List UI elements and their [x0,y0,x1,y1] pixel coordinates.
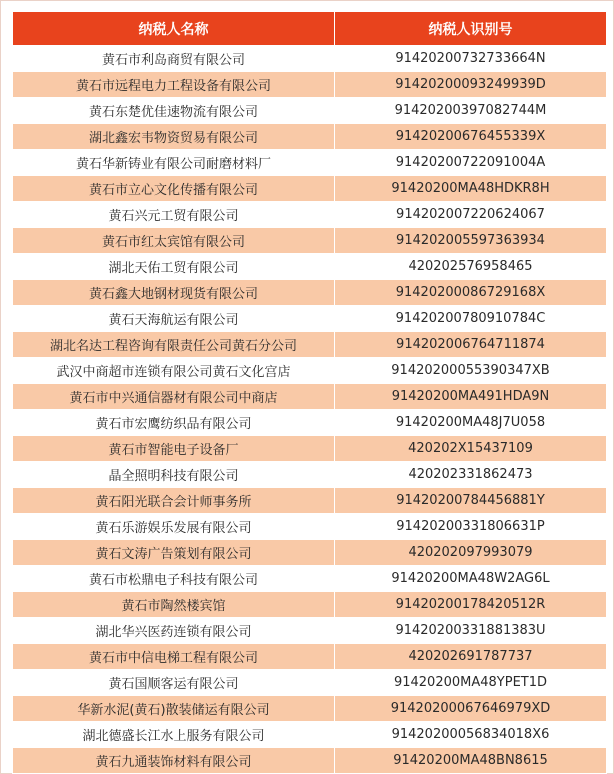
taxpayer-id-cell: 91420200MA48HDKR8H [335,176,607,202]
taxpayer-name-cell: 湖北德盛长江水上服务有限公司 [13,722,335,748]
taxpayer-id-cell: 91420200MA48W2AG6L [335,566,607,592]
table-row [13,618,607,644]
table-row [13,722,607,748]
taxpayer-name-cell: 黄石市宏鹰纺织品有限公司 [13,410,335,436]
table-row [13,280,607,306]
taxpayer-name-cell: 黄石九通装饰材料有限公司 [13,748,335,774]
table-row [13,46,607,72]
taxpayer-name-cell: 华新水泥(黄石)散装储运有限公司 [13,696,335,722]
table-row [13,306,607,332]
table-row [13,592,607,618]
taxpayer-id-cell: 91420200331806631P [335,514,607,540]
taxpayer-name-cell: 黄石国顺客运有限公司 [13,670,335,696]
taxpayer-name-cell: 武汉中商超市连锁有限公司黄石文化宫店 [13,358,335,384]
table-row [13,410,607,436]
taxpayer-name-cell: 湖北鑫宏韦物资贸易有限公司 [13,124,335,150]
taxpayer-table [12,11,607,774]
table-row [13,150,607,176]
taxpayer-id-cell: 91420200MA48BN8615 [335,748,607,774]
taxpayer-name-cell: 黄石市松鼎电子科技有限公司 [13,566,335,592]
taxpayer-id-cell: 914202007327336​64N [335,46,607,72]
taxpayer-name-cell: 黄石市陶然楼宾馆 [13,592,335,618]
taxpayer-id-cell: 914202007220624067 [335,202,607,228]
header-taxpayer-id: 纳税人识别号 [335,12,607,46]
table-row [13,384,607,410]
table-body [13,46,607,774]
table-row [13,228,607,254]
taxpayer-id-cell: 420202331862473 [335,462,607,488]
taxpayer-id-cell: 420202097993079 [335,540,607,566]
taxpayer-name-cell: 黄石天海航运有限公司 [13,306,335,332]
taxpayer-id-cell: 91420200055390347XB [335,358,607,384]
taxpayer-id-cell: 914202006764711874 [335,332,607,358]
taxpayer-name-cell: 晶全照明科技有限公司 [13,462,335,488]
table-row [13,748,607,774]
table-row [13,566,607,592]
taxpayer-name-cell: 湖北华兴医药连锁有限公司 [13,618,335,644]
taxpayer-name-cell: 黄石华新铸业有限公司耐磨材料厂 [13,150,335,176]
taxpayer-name-cell: 湖北天佑工贸有限公司 [13,254,335,280]
table-row [13,358,607,384]
taxpayer-name-cell: 黄石市红太宾馆有限公司 [13,228,335,254]
table-row [13,436,607,462]
table-row [13,540,607,566]
table-row [13,332,607,358]
taxpayer-id-cell: 91420200MA48J7U058 [335,410,607,436]
table-row [13,670,607,696]
taxpayer-id-cell: 420202X15437109 [335,436,607,462]
taxpayer-name-cell: 黄石市中信电梯工程有限公司 [13,644,335,670]
taxpayer-id-cell: 420202691787737 [335,644,607,670]
taxpayer-name-cell: 黄石市立心文化传播有限公司 [13,176,335,202]
table-row [13,696,607,722]
table-row [13,176,607,202]
table-row [13,98,607,124]
taxpayer-id-cell: 914202005597363934 [335,228,607,254]
taxpayer-name-cell: 湖北名达工程咨询有限责任公司黄石分公司 [13,332,335,358]
taxpayer-name-cell: 黄石阳光联合会计师事务所 [13,488,335,514]
taxpayer-id-cell: 91420200MA48YPET1D [335,670,607,696]
header-taxpayer-name: 纳税人名称 [13,12,335,46]
taxpayer-id-cell: 91420200676455339X [335,124,607,150]
taxpayer-name-cell: 黄石市远程电力工程设备有限公司 [13,72,335,98]
taxpayer-id-cell: 91420200067646979XD [335,696,607,722]
taxpayer-id-cell: 91420200722091004A [335,150,607,176]
taxpayer-name-cell: 黄石文涛广告策划有限公司 [13,540,335,566]
taxpayer-id-cell: 420202576958465 [335,254,607,280]
taxpayer-id-cell: 91420200086729168X [335,280,607,306]
table-row [13,514,607,540]
table-row [13,202,607,228]
table-row [13,72,607,98]
taxpayer-id-cell: 91420200331881383U [335,618,607,644]
taxpayer-id-cell: 91420200178420512R [335,592,607,618]
table-header-row [13,12,607,46]
taxpayer-name-cell: 黄石市利岛商贸有限公司 [13,46,335,72]
taxpayer-id-cell: 91420200397082744M [335,98,607,124]
table-row [13,644,607,670]
taxpayer-id-cell: 91420200784456881Y [335,488,607,514]
table-row [13,462,607,488]
taxpayer-name-cell: 黄石乐游娱乐发展有限公司 [13,514,335,540]
taxpayer-id-cell: 91420200093249939D [335,72,607,98]
table-row [13,488,607,514]
taxpayer-name-cell: 黄石鑫大地钢材现货有限公司 [13,280,335,306]
taxpayer-name-cell: 黄石市智能电子设备厂 [13,436,335,462]
taxpayer-name-cell: 黄石市中兴通信器材有限公司中商店 [13,384,335,410]
table-row [13,254,607,280]
taxpayer-id-cell: 91420200780910784C [335,306,607,332]
taxpayer-id-cell: 91420200MA491HDA9N [335,384,607,410]
taxpayer-id-cell: 91420200056834018X6 [335,722,607,748]
taxpayer-name-cell: 黄石兴元工贸有限公司 [13,202,335,228]
table-row [13,124,607,150]
taxpayer-name-cell: 黄石东楚优佳速物流有限公司 [13,98,335,124]
